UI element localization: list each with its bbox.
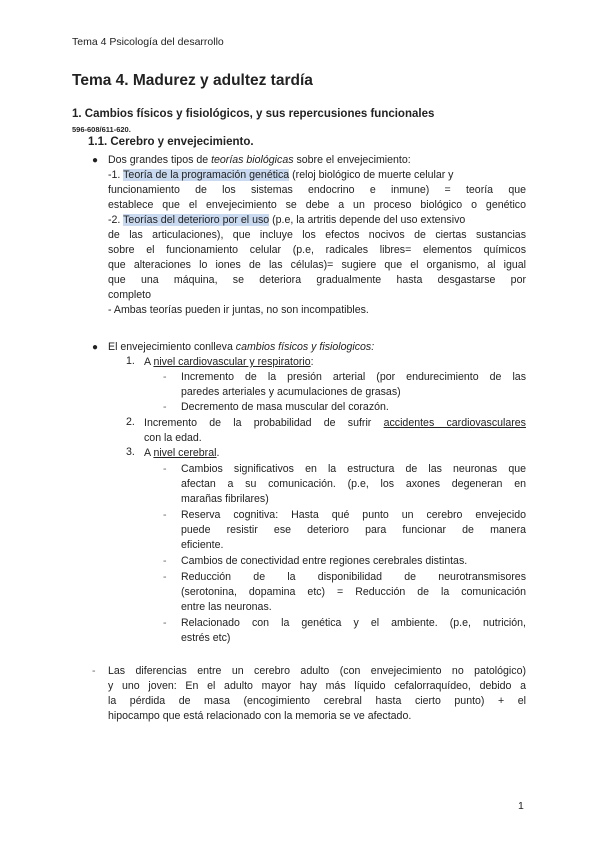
- dash-icon: -: [163, 371, 167, 383]
- text-line: (serotonina, dopamina etc) = Reducción de la comunicación: [181, 586, 526, 598]
- item-cerebral: A nivel cerebral.: [144, 447, 220, 459]
- dash-icon: -: [92, 665, 96, 677]
- text-line: Cambios significativos en la estructura de las neuronas que: [181, 463, 526, 475]
- document-header: Tema 4 Psicología del desarrollo: [72, 36, 224, 48]
- text-line: entre las neuronas.: [181, 601, 272, 613]
- text-line: que alteraciones lo iones de las células)= sugiere que el organismo, al igual: [108, 259, 526, 271]
- section-heading: 1. Cambios físicos y fisiológicos, y sus repercusiones funcionales: [72, 108, 435, 120]
- bullet-icon: ●: [92, 155, 99, 166]
- text-line: Las diferencias entre un cerebro adulto (con envejecimiento no patológico): [108, 665, 526, 677]
- text-line: Reducción de la disponibilidad de neurotransmisores: [181, 571, 526, 583]
- text-line: Incremento de la presión arterial (por endurecimiento de las: [181, 371, 526, 383]
- text-line: de las articulaciones), que incluye los efectos nocivos de ciertas sustancias: [108, 229, 526, 241]
- subsection-heading: 1.1. Cerebro y envejecimiento.: [88, 136, 254, 148]
- page-references: 596-608/611-620.: [72, 125, 131, 134]
- page-number: 1: [518, 800, 524, 812]
- text-line: hipocampo que está relacionado con la memoria se ve afectado.: [108, 710, 412, 722]
- dash-icon: -: [163, 509, 167, 521]
- text-line: Cambios de conectividad entre regiones cerebrales distintas.: [181, 555, 468, 567]
- highlight-genetic-programming: Teoría de la programación genética: [123, 169, 290, 181]
- bullet-icon: ●: [92, 342, 99, 353]
- text-line: Decremento de masa muscular del corazón.: [181, 401, 389, 413]
- dash-icon: -: [163, 555, 167, 567]
- theories-intro: Dos grandes tipos de teorías biológicas sobre el envejecimiento:: [108, 154, 411, 166]
- text-line: Relacionado con la genética y el ambiente. (p.e, nutrición,: [181, 617, 526, 629]
- text-line: que una máquina, se deteriora gradualmente hasta desgastarse por: [108, 274, 526, 286]
- dash-icon: -: [163, 463, 167, 475]
- list-number: 1.: [126, 355, 135, 367]
- text-line: estrés etc): [181, 632, 231, 644]
- text-line: marañas fibrilares): [181, 493, 269, 505]
- text-line: - Ambas teorías pueden ir juntas, no son incompatibles.: [108, 304, 369, 316]
- list-number: 2.: [126, 416, 135, 428]
- item-cardiovascular: A nivel cardiovascular y respiratorio:: [144, 356, 314, 368]
- theory-2-line: -2. Teorías del deterioro por el uso (p.e, la artritis depende del uso extensivo: [108, 214, 466, 226]
- document-title: Tema 4. Madurez y adultez tardía: [72, 72, 313, 89]
- list-number: 3.: [126, 446, 135, 458]
- dash-icon: -: [163, 617, 167, 629]
- text-line: establece que el envejecimiento se debe a un proceso biológico o genético: [108, 199, 526, 211]
- changes-intro: El envejecimiento conlleva cambios físicos y fisiologicos:: [108, 341, 375, 353]
- dash-icon: -: [163, 401, 167, 413]
- text-line: afectan a su comunicación. (p.e, los axones degeneran en: [181, 478, 526, 490]
- text-line: funcionamiento de los sistemas endocrino e inmune) = teoría que: [108, 184, 526, 196]
- text-line: completo: [108, 289, 151, 301]
- text-line: con la edad.: [144, 432, 202, 444]
- highlight-wear-and-tear: Teorías del deterioro por el uso: [123, 214, 270, 226]
- text-line: paredes arteriales y acumulaciones de grasas): [181, 386, 401, 398]
- text-line: eficiente.: [181, 539, 224, 551]
- text-line: puede resistir ese deterioro para funcionar de manera: [181, 524, 526, 536]
- text-line: Reserva cognitiva: Hasta qué punto un cerebro envejecido: [181, 509, 526, 521]
- item-accidents: Incremento de la probabilidad de sufrir accidentes cardiovasculares: [144, 417, 526, 429]
- theory-1-line: -1. Teoría de la programación genética (reloj biológico de muerte celular y: [108, 169, 454, 181]
- text-line: sobre el funcionamiento celular (p.e, radicales libres= elementos químicos: [108, 244, 526, 256]
- dash-icon: -: [163, 571, 167, 583]
- text-line: y uno joven: En el adulto mayor hay más líquido cefalorraquídeo, debido a: [108, 680, 526, 692]
- text-line: la pérdida de masa (encogimiento cerebral hasta cierto punto) + el: [108, 695, 526, 707]
